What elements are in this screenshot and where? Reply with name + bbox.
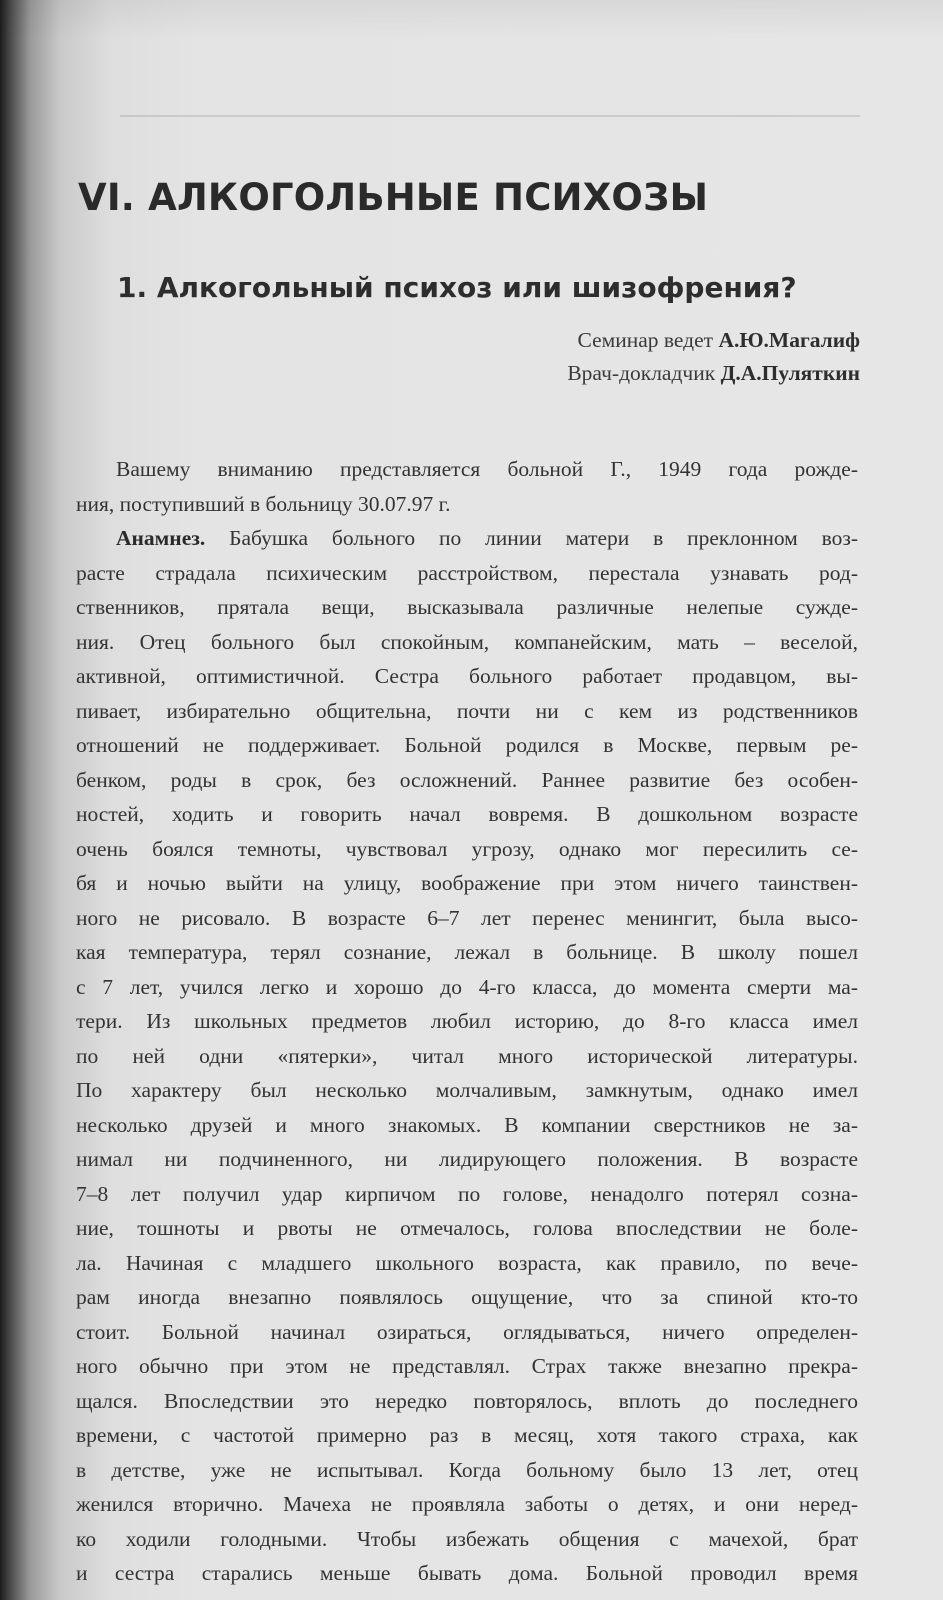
text-line: нимал ни подчиненного, ни лидирующего положения. В возрасте [76,1147,858,1171]
text-line: пивает, избирательно общительна, почти ни с кем из родственников [76,698,858,723]
text-line: ственников, прятала вещи, высказывала различные нелепые сужде- [76,595,858,619]
paragraph-intro [76,452,858,521]
anamnesis-label: Анамнез. [116,526,206,550]
text-line: активной, оптимистичной. Сестра больного работает продавцом, вы- [76,664,858,688]
text-line: стоит. Больной начинал озираться, оглядываться, ничего определен- [76,1319,858,1344]
paragraph-anamnesis [76,521,858,1591]
text-line: ния. Отец больного был спокойным, компанейским, мать – веселой, [76,629,858,654]
text-line: в детстве, уже не испытывал. Когда больному было 13 лет, отец [76,1457,858,1482]
credit-name: Д.А.Пуляткин [720,361,860,385]
text-line: тери. Из школьных предметов любил историю, до 8-го класса имел [76,1009,858,1033]
seminar-leader-credit [577,328,860,353]
text-line: с 7 лет, учился легко и хорошо до 4-го класса, до момента смерти ма- [76,974,858,999]
text-line-content: Бабушка больного по линии матери в преклонном воз- [229,526,858,550]
running-header-rule [120,115,860,117]
text-line: расте страдала психическим расстройством, перестала узнавать род- [76,560,858,585]
text-line: Вашему вниманию представляется больной Г., 1949 года рожде- [116,457,858,481]
text-line: женился вторично. Мачеха не проявляла заботы о детях, и они неред- [76,1492,858,1516]
section-title: 1. Алкогольный психоз или шизофрения? [117,271,797,304]
chapter-title: VI. АЛКОГОЛЬНЫЕ ПСИХОЗЫ [78,176,709,219]
page-shadow [0,0,943,40]
credit-role: Врач-докладчик [567,361,716,385]
text-line: ла. Начиная с младшего школьного возраста, как правило, по вече- [76,1250,858,1275]
text-line: ностей, ходить и говорить начал вовремя. В дошкольном возрасте [76,802,858,826]
text-line: кая температура, терял сознание, лежал в больнице. В школу пошел [76,940,858,964]
text-line: ния, поступивший в больницу 30.07.97 г. [76,491,451,516]
text-line: по ней одни «пятерки», читал много исторической литературы. [76,1043,858,1068]
body-text [76,452,858,1591]
credit-name: А.Ю.Магалиф [718,328,860,352]
text-line: очень боялся темноты, чувствовал угрозу, однако мог пересилить се- [76,836,858,861]
text-line: ного обычно при этом не представлял. Страх также внезапно прекра- [76,1354,858,1378]
text-line: бя и ночью выйти на улицу, воображение при этом ничего таинствен- [76,871,858,895]
text-line: бенком, роды в срок, без осложнений. Раннее развитие без особен- [76,767,858,792]
text-line: ко ходили голодными. Чтобы избежать общения с мачехой, брат [76,1526,858,1551]
text-line: щался. Впоследствии это нередко повторялось, вплоть до последнего [76,1388,858,1413]
credit-role: Семинар ведет [577,328,714,352]
text-line: ного не рисовало. В возрасте 6–7 лет перенес менингит, была высо- [76,905,858,930]
text-line: времени, с частотой примерно раз в месяц, хотя такого страха, как [76,1423,858,1447]
reporting-doctor-credit [567,361,860,386]
text-line [76,521,858,556]
text-line: несколько друзей и много знакомых. В компании сверстников не за- [76,1112,858,1137]
text-line: и сестра старались меньше бывать дома. Больной проводил время [76,1561,858,1585]
text-line: По характеру был несколько молчаливым, замкнутым, однако имел [76,1078,858,1102]
text-line: 7–8 лет получил удар кирпичом по голове, ненадолго потерял созна- [76,1181,858,1206]
text-line: рам иногда внезапно появлялось ощущение, что за спиной кто-то [76,1285,858,1309]
text-line: отношений не поддерживает. Больной родился в Москве, первым ре- [76,733,858,757]
text-line: ние, тошноты и рвоты не отмечалось, голова впоследствии не боле- [76,1216,858,1240]
